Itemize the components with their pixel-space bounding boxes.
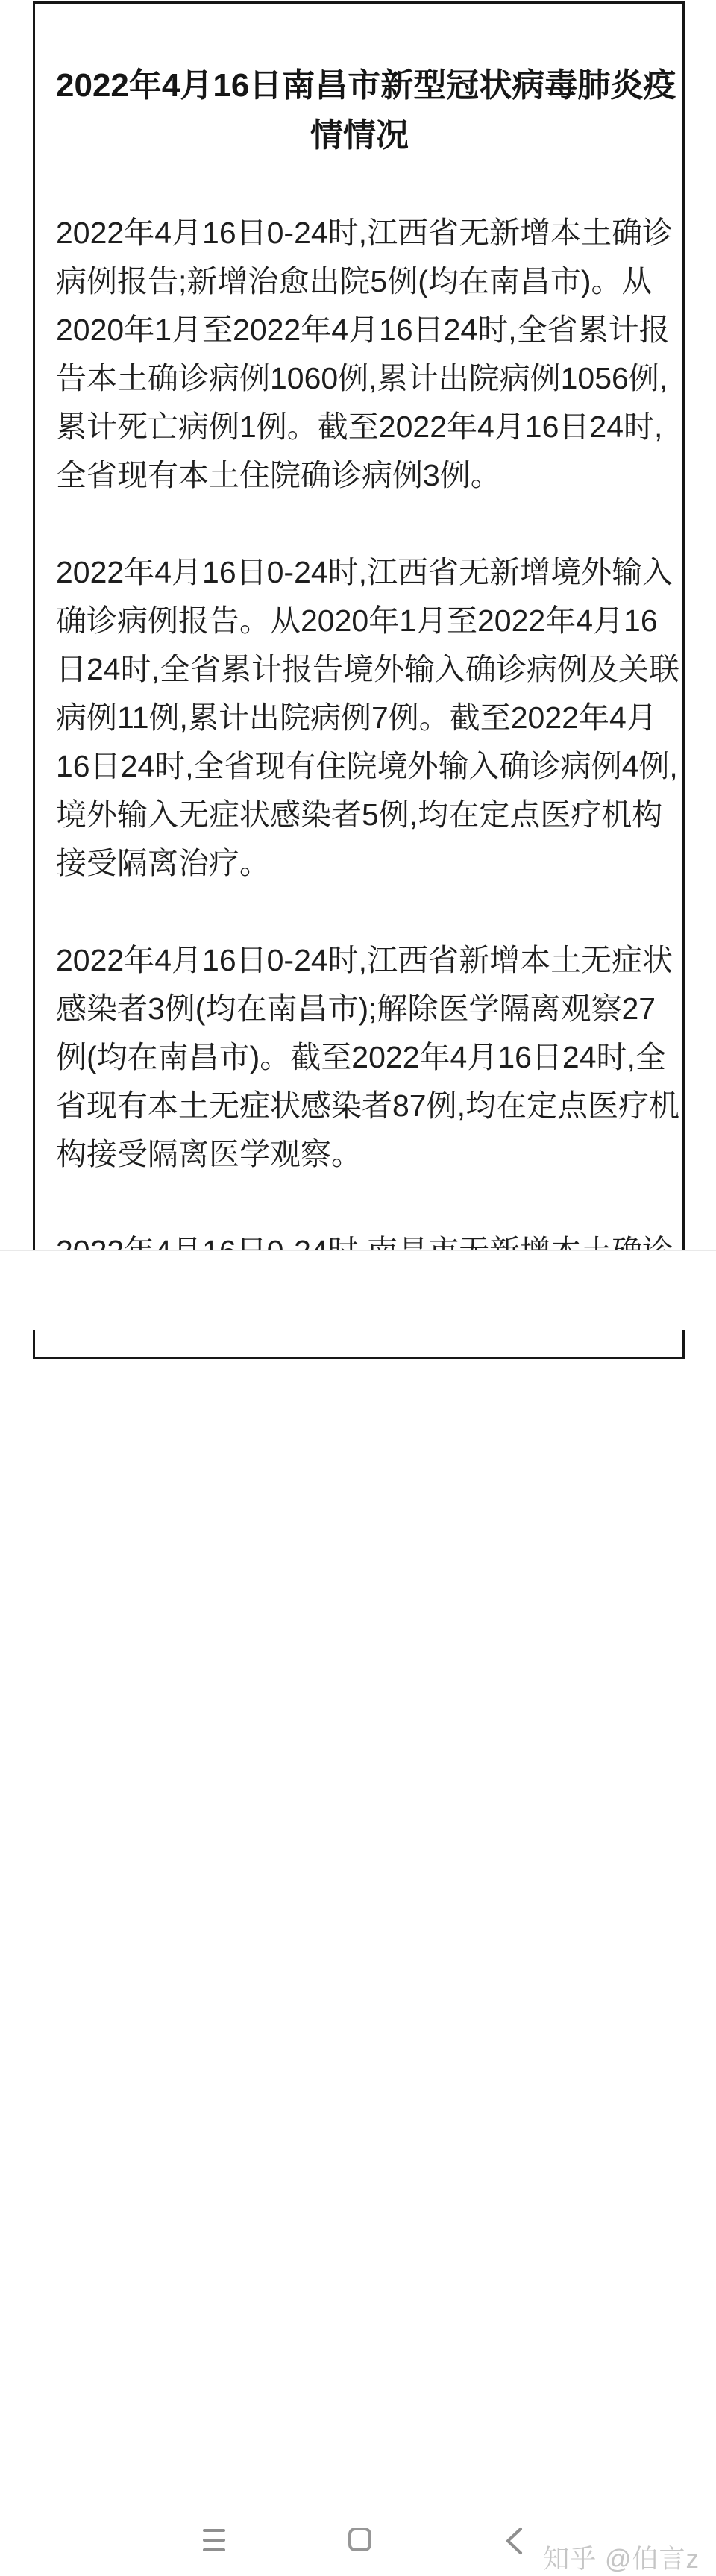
text-line: 省现有本土无症状感染者87例,均在定点医疗机 <box>56 1088 679 1123</box>
paragraph-local-confirmed <box>56 209 673 500</box>
document-image-view[interactable] <box>0 0 716 1250</box>
text-line: 日24时,全省累计报告境外输入确诊病例及关联 <box>56 652 679 686</box>
text-line: 2022年4月16日南昌市新型冠状病毒肺炎疫 <box>56 67 676 104</box>
text-line: 告本土确诊病例1060例,累计出院病例1056例, <box>56 361 668 395</box>
text-line: 情情况 <box>310 117 409 154</box>
text-line: 16日24时,全省现有住院境外输入确诊病例4例, <box>56 749 678 783</box>
text-line: 感染者3例(均在南昌市);解除医学隔离观察27 <box>56 991 656 1026</box>
text-line: 病例报告;新增治愈出院5例(均在南昌市)。从 <box>56 264 653 298</box>
back-icon[interactable] <box>504 2527 524 2555</box>
document-page <box>33 1 685 1359</box>
menu-icon[interactable] <box>203 2529 225 2551</box>
text-line: 境外输入无症状感染者5例,均在定点医疗机构 <box>56 797 663 832</box>
text-line: 全省现有本土住院确诊病例3例。 <box>56 458 501 492</box>
text-line: 2020年1月至2022年4月16日24时,全省累计报 <box>56 313 670 347</box>
text-line: 确诊病例报告。从2020年1月至2022年4月16 <box>56 604 658 638</box>
document-content <box>35 60 682 1276</box>
text-line: 2022年4月16日0-24时,江西省无新增本土确诊 <box>56 216 673 250</box>
zhihu-watermark: 知乎 @伯言z <box>543 2545 700 2574</box>
paragraph-asymptomatic <box>56 936 679 1179</box>
text-line: 累计死亡病例1例。截至2022年4月16日24时, <box>56 410 663 444</box>
text-line: 2022年4月16日0-24时,江西省无新增境外输入 <box>56 555 673 589</box>
text-line: 接受隔离治疗。 <box>56 846 270 880</box>
text-line: 构接受隔离医学观察。 <box>56 1137 362 1171</box>
paragraph-imported-confirmed <box>56 548 679 888</box>
home-icon[interactable] <box>348 2528 371 2551</box>
text-line: 2022年4月16日0-24时,江西省新增本土无症状 <box>56 943 673 977</box>
text-line: 病例11例,累计出院病例7例。截至2022年4月 <box>56 701 657 735</box>
text-line: 例(均在南昌市)。截至2022年4月16日24时,全 <box>56 1040 666 1074</box>
document-title <box>56 60 676 160</box>
android-navigation-bar <box>0 1251 716 2574</box>
